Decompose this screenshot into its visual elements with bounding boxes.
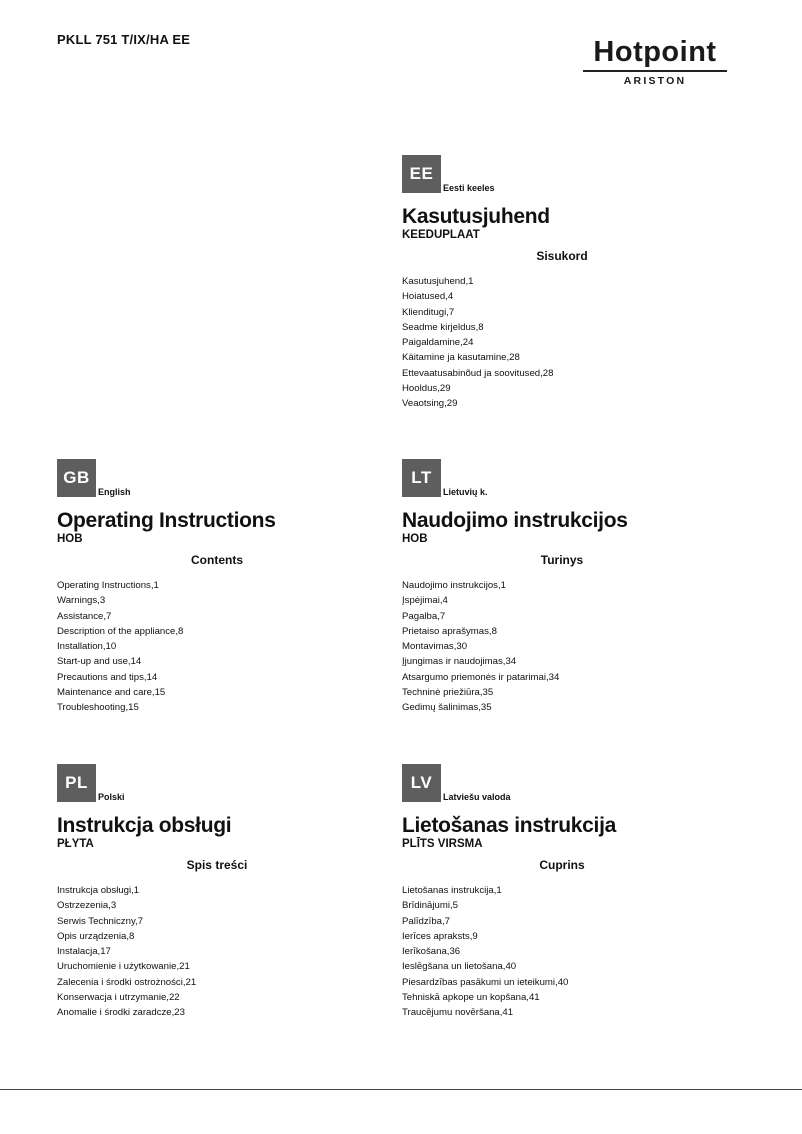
toc-item: Instrukcja obsługi,1 [57, 885, 140, 896]
section-subtitle: HOB [57, 533, 83, 545]
section-subtitle: PŁYTA [57, 838, 94, 850]
footer-divider [0, 1089, 802, 1090]
language-badge: GB [57, 459, 96, 497]
language-badge: LV [402, 764, 441, 802]
language-name: Lietuvių k. [443, 487, 488, 497]
section-subtitle: PLĪTS VIRSMA [402, 838, 483, 850]
toc-item: Pagalba,7 [402, 610, 446, 622]
toc-item: Opis urządzenia,8 [57, 930, 135, 942]
toc-item: Montavimas,30 [402, 641, 468, 653]
toc-item: Troubleshooting,15 [57, 702, 139, 714]
table-of-contents [402, 578, 732, 716]
toc-item: Kasutusjuhend,1 [402, 276, 474, 287]
toc-item: Hooldus,29 [402, 383, 451, 395]
language-row [57, 457, 387, 497]
table-of-contents [57, 883, 387, 1021]
brand-logo [579, 36, 731, 87]
language-row [402, 762, 732, 802]
contents-heading: Turinys [540, 553, 584, 567]
language-row [402, 457, 732, 497]
toc-item: Hoiatused,4 [402, 291, 454, 303]
language-name: Eesti keeles [443, 183, 495, 193]
toc-item: Paigaldamine,24 [402, 337, 474, 349]
section-title: Naudojimo instrukcijos [402, 509, 628, 532]
toc-item: Anomalie i środki zaradcze,23 [57, 1007, 185, 1019]
language-badge: PL [57, 764, 96, 802]
toc-item: Serwis Techniczny,7 [57, 915, 144, 927]
toc-item: Start-up and use,14 [57, 656, 142, 668]
toc-item: Instalacja,17 [57, 946, 111, 958]
toc-item: Lietošanas instrukcija,1 [402, 885, 502, 896]
toc-item: Naudojimo instrukcijos,1 [402, 580, 506, 591]
table-of-contents [402, 274, 732, 412]
logo-sub-brand: ARISTON [623, 74, 687, 87]
language-badge: EE [402, 155, 441, 193]
toc-item: Traucējumu novēršana,41 [402, 1007, 514, 1019]
contents-heading: Contents [191, 553, 243, 567]
toc-item: Zalecenia i środki ostrożności,21 [57, 976, 197, 988]
contents-heading: Sisukord [536, 249, 588, 263]
section-title: Instrukcja obsługi [57, 814, 232, 837]
contents-heading: Spis treści [186, 858, 248, 872]
toc-item: Brīdinājumi,5 [402, 900, 458, 912]
toc-item: Description of the appliance,8 [57, 625, 184, 637]
language-name: Polski [98, 792, 125, 802]
toc-item: Techninė priežiūra,35 [402, 687, 494, 699]
toc-item: Konserwacja i utrzymanie,22 [57, 992, 180, 1004]
language-name: English [98, 487, 131, 497]
model-number: PKLL 751 T/IX/HA EE [57, 32, 191, 47]
toc-item: Uruchomienie i użytkowanie,21 [57, 961, 190, 973]
toc-item: Ettevaatusabinõud ja soovitused,28 [402, 367, 554, 379]
toc-item: Ostrzezenia,3 [57, 900, 117, 912]
toc-item: Precautions and tips,14 [57, 671, 158, 683]
section-title: Operating Instructions [57, 509, 276, 532]
logo-brand-name: Hotpoint [593, 36, 717, 68]
toc-item: Tehniskā apkope un kopšana,41 [402, 992, 540, 1004]
language-row [57, 762, 387, 802]
toc-item: Gedimų šalinimas,35 [402, 702, 492, 714]
toc-item: Ierīkošana,36 [402, 946, 461, 958]
toc-item: Atsargumo priemonės ir patarimai,34 [402, 671, 560, 683]
toc-item: Assistance,7 [57, 610, 112, 622]
toc-item: Seadme kirjeldus,8 [402, 321, 484, 333]
toc-item: Veaotsing,29 [402, 398, 458, 410]
section-subtitle: KEEDUPLAAT [402, 229, 480, 241]
contents-heading: Cuprins [539, 858, 585, 872]
toc-item: Įjungimas ir naudojimas,34 [402, 656, 517, 668]
language-name: Latviešu valoda [443, 792, 511, 802]
toc-item: Palīdzība,7 [402, 915, 451, 927]
table-of-contents [57, 578, 387, 716]
section-lv [402, 762, 732, 1021]
toc-item: Maintenance and care,15 [57, 687, 166, 699]
language-row [402, 153, 732, 193]
section-gb [57, 457, 387, 716]
toc-item: Operating Instructions,1 [57, 580, 159, 591]
toc-item: Įspėjimai,4 [402, 595, 448, 607]
section-lt [402, 457, 732, 716]
table-of-contents [402, 883, 732, 1021]
toc-item: Ierīces apraksts,9 [402, 930, 478, 942]
section-title: Lietošanas instrukcija [402, 814, 616, 837]
section-pl [57, 762, 387, 1021]
toc-item: Ieslēgšana un lietošana,40 [402, 961, 517, 973]
toc-item: Klienditugi,7 [402, 306, 455, 318]
section-subtitle: HOB [402, 533, 428, 545]
toc-item: Warnings,3 [57, 595, 106, 607]
toc-item: Käitamine ja kasutamine,28 [402, 352, 520, 364]
toc-item: Installation,10 [57, 641, 117, 653]
logo-divider [583, 70, 727, 72]
language-badge: LT [402, 459, 441, 497]
section-ee [402, 153, 732, 412]
toc-item: Piesardzības pasākumi un ieteikumi,40 [402, 976, 569, 988]
section-title: Kasutusjuhend [402, 205, 550, 228]
toc-item: Prietaiso aprašymas,8 [402, 625, 497, 637]
